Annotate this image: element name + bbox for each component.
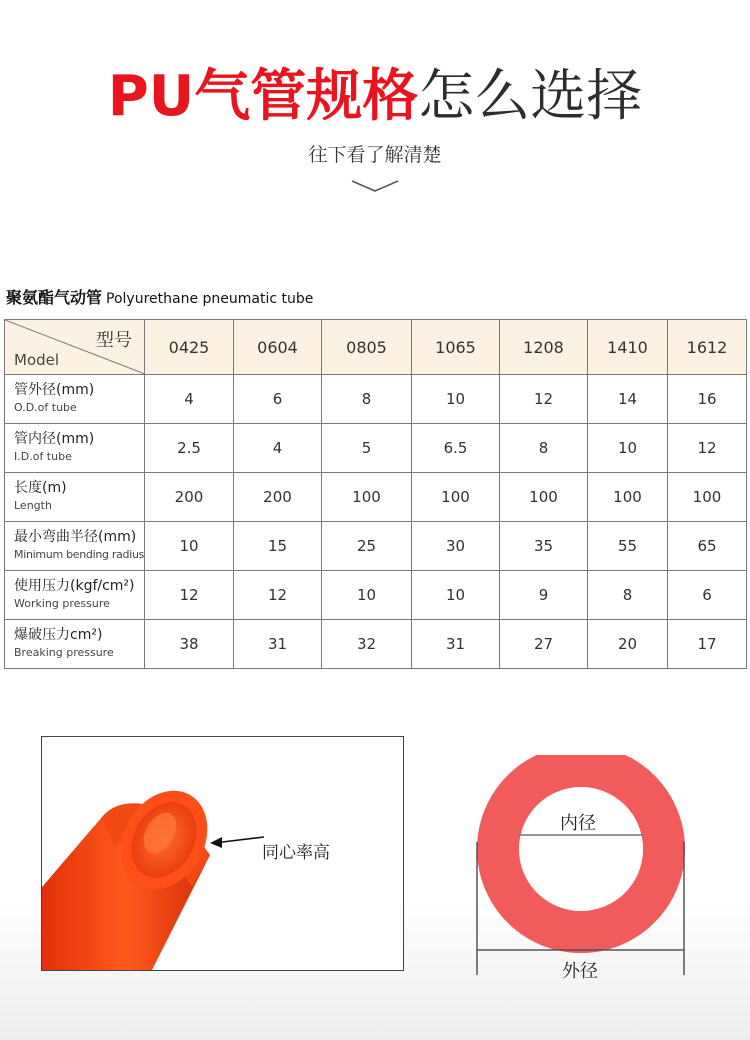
row-label-cn: 最小弯曲半径(mm)	[14, 529, 137, 545]
table-cell: 55	[588, 522, 668, 571]
table-cell: 35	[500, 522, 588, 571]
row-label	[5, 473, 145, 522]
table-cell: 14	[588, 375, 668, 424]
outer-diameter-label: 外径	[562, 961, 598, 982]
table-cell: 200	[234, 473, 322, 522]
row-label	[5, 620, 145, 669]
title-rest: 怎么选择	[418, 64, 643, 129]
row-label	[5, 522, 145, 571]
table-row	[5, 620, 747, 669]
spec-table	[4, 319, 747, 669]
inner-diameter-label: 内径	[560, 813, 596, 834]
row-label-en: Breaking pressure	[14, 646, 114, 659]
table-cell: 5	[322, 424, 412, 473]
table-cell: 100	[588, 473, 668, 522]
row-label-en: I.D.of tube	[14, 450, 72, 463]
row-label	[5, 424, 145, 473]
table-cell: 10	[145, 522, 234, 571]
ring-diagram	[470, 755, 692, 980]
table-row	[5, 473, 747, 522]
table-cell: 65	[668, 522, 747, 571]
row-label-cn: 爆破压力cm²)	[14, 627, 103, 643]
table-header-row	[5, 320, 747, 375]
table-cell: 12	[234, 571, 322, 620]
table-cell: 8	[588, 571, 668, 620]
table-cell: 9	[500, 571, 588, 620]
table-cell: 10	[412, 375, 500, 424]
model-cell: 0604	[234, 320, 322, 375]
row-label	[5, 571, 145, 620]
row-label-en: Working pressure	[14, 597, 110, 610]
row-label-cn: 使用压力(kgf/cm²)	[14, 578, 135, 594]
table-row	[5, 522, 747, 571]
tube-illustration	[42, 737, 403, 970]
table-cell: 16	[668, 375, 747, 424]
row-label-en: O.D.of tube	[14, 401, 77, 414]
table-cell: 32	[322, 620, 412, 669]
table-cell: 100	[668, 473, 747, 522]
table-cell: 6.5	[412, 424, 500, 473]
table-cell: 6	[668, 571, 747, 620]
table-cell: 12	[668, 424, 747, 473]
table-cell: 10	[322, 571, 412, 620]
table-cell: 6	[234, 375, 322, 424]
table-cell: 10	[588, 424, 668, 473]
row-label	[5, 375, 145, 424]
table-cell: 30	[412, 522, 500, 571]
table-cell: 20	[588, 620, 668, 669]
title-highlight: PU气管规格	[107, 64, 419, 129]
row-label-en: Length	[14, 499, 52, 512]
row-label-en: Minimum bending radius	[14, 548, 145, 561]
table-cell: 100	[500, 473, 588, 522]
model-cell: 0805	[322, 320, 412, 375]
table-cell: 4	[145, 375, 234, 424]
table-cell: 12	[500, 375, 588, 424]
table-cell: 2.5	[145, 424, 234, 473]
table-row	[5, 375, 747, 424]
table-cell: 4	[234, 424, 322, 473]
row-label-cn: 管外径(mm)	[14, 382, 95, 398]
tube-photo	[41, 736, 404, 971]
page-title	[0, 62, 750, 132]
concentricity-label: 同心率高	[262, 843, 330, 863]
table-cell: 8	[500, 424, 588, 473]
table-cell: 10	[412, 571, 500, 620]
model-cell: 1065	[412, 320, 500, 375]
page-subtitle: 往下看了解清楚	[308, 144, 442, 166]
spec-heading-cn: 聚氨酯气动管	[6, 288, 103, 307]
table-cell: 100	[322, 473, 412, 522]
table-cell: 31	[234, 620, 322, 669]
spec-heading-en: Polyurethane pneumatic tube	[106, 291, 314, 307]
table-row	[5, 571, 747, 620]
table-cell: 17	[668, 620, 747, 669]
table-cell: 15	[234, 522, 322, 571]
ring-hole	[519, 787, 643, 911]
model-cell: 0425	[145, 320, 234, 375]
table-cell: 12	[145, 571, 234, 620]
table-cell: 8	[322, 375, 412, 424]
chevron-down-icon	[350, 178, 400, 194]
table-cell: 25	[322, 522, 412, 571]
model-cell: 1410	[588, 320, 668, 375]
table-row	[5, 424, 747, 473]
corner-cell	[5, 320, 145, 375]
corner-model-cn: 型号	[96, 330, 132, 351]
row-label-cn: 管内径(mm)	[14, 431, 95, 447]
table-cell: 200	[145, 473, 234, 522]
table-cell: 31	[412, 620, 500, 669]
model-cell: 1208	[500, 320, 588, 375]
corner-model-en: Model	[14, 351, 60, 369]
table-cell: 100	[412, 473, 500, 522]
spec-heading	[6, 285, 313, 308]
table-cell: 38	[145, 620, 234, 669]
row-label-cn: 长度(m)	[14, 480, 67, 496]
model-cell: 1612	[668, 320, 747, 375]
table-cell: 27	[500, 620, 588, 669]
